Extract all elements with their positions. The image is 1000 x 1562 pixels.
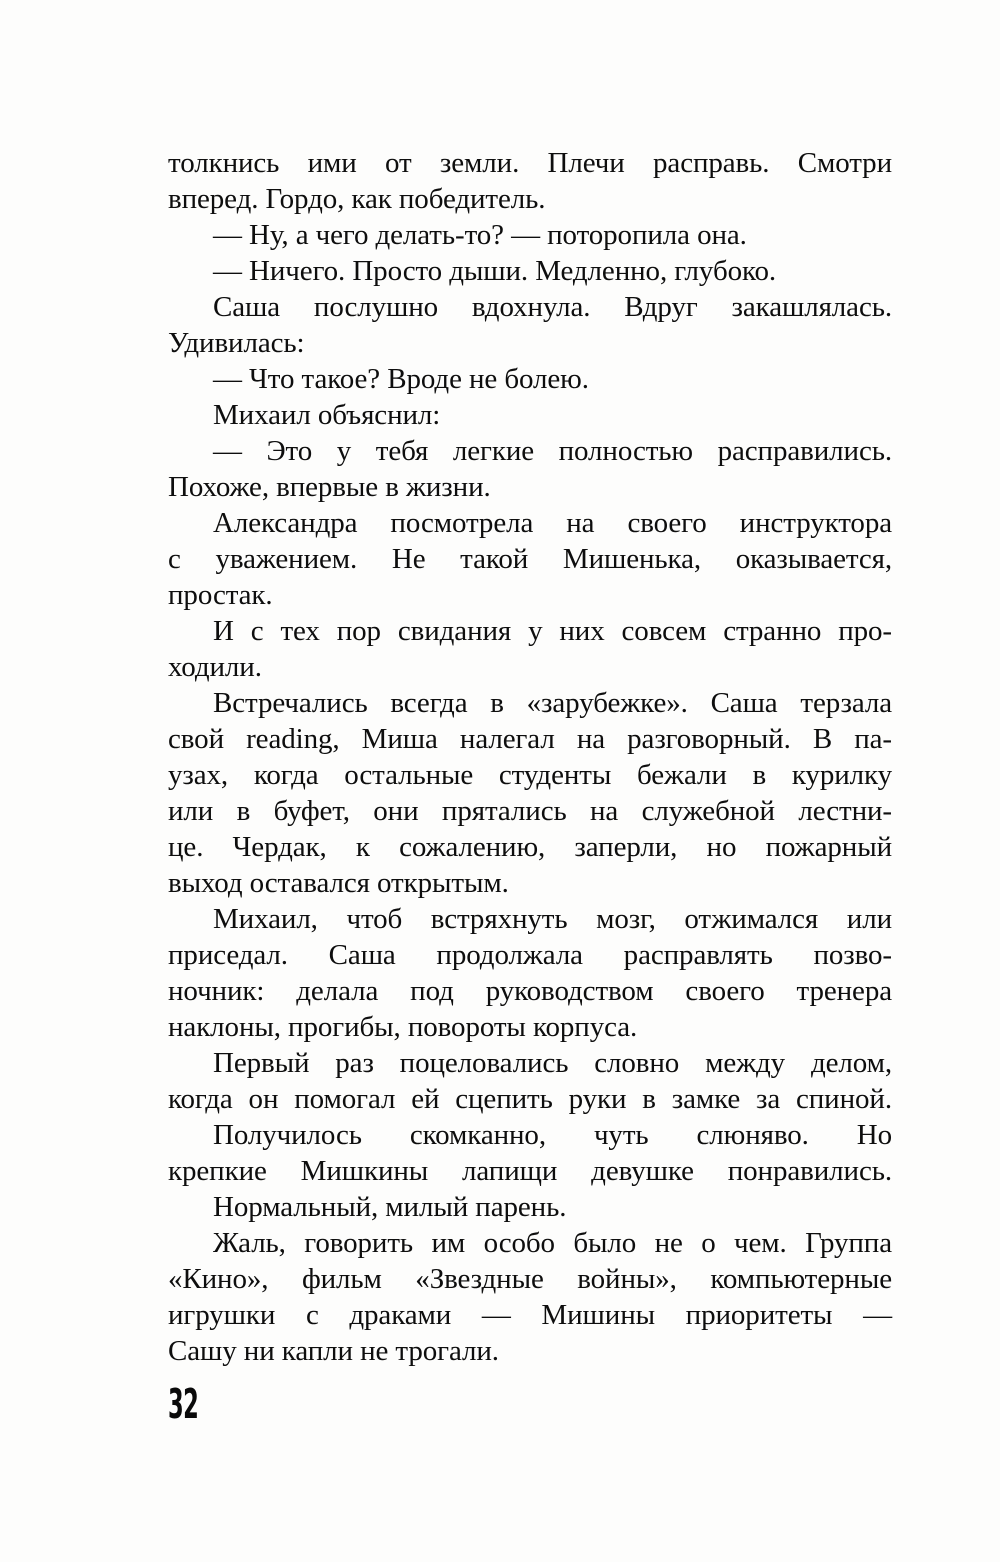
text-line: когда он помогал ей сцепить руки в замке за спиной. bbox=[168, 1083, 892, 1115]
body-text bbox=[168, 145, 892, 1369]
text-line: или в буфет, они прятались на служебной лестни- bbox=[168, 795, 892, 827]
text-line: Нормальный, милый парень. bbox=[213, 1191, 567, 1223]
text-line: И с тех пор свидания у них совсем странно про- bbox=[213, 615, 892, 647]
page-number: 32 bbox=[168, 1380, 199, 1428]
text-line: Получилось скомканно, чуть слюняво. Но bbox=[213, 1119, 892, 1151]
text-line: — Что такое? Вроде не болею. bbox=[213, 363, 589, 395]
text-line: игрушки с драками — Мишины приоритеты — bbox=[168, 1299, 892, 1331]
text-line: ночник: делала под руководством своего тренера bbox=[168, 975, 892, 1007]
text-line: Александра посмотрела на своего инструктора bbox=[213, 507, 892, 539]
text-line: свой reading, Миша налегал на разговорный. В па- bbox=[168, 723, 892, 755]
text-line: с уважением. Не такой Мишенька, оказывается, bbox=[168, 543, 892, 575]
text-line: Сашу ни капли не трогали. bbox=[168, 1335, 499, 1367]
text-line: Похоже, впервые в жизни. bbox=[168, 471, 491, 503]
text-line: простак. bbox=[168, 579, 273, 611]
text-line: Первый раз поцеловались словно между делом, bbox=[213, 1047, 892, 1079]
text-line: — Это у тебя легкие полностью расправились. bbox=[213, 435, 892, 467]
text-line: це. Чердак, к сожалению, заперли, но пожарный bbox=[168, 831, 892, 863]
text-line: Встречались всегда в «зарубежке». Саша терзала bbox=[213, 687, 892, 719]
text-line: «Кино», фильм «Звездные войны», компьютерные bbox=[168, 1263, 892, 1295]
text-line: вперед. Гордо, как победитель. bbox=[168, 183, 546, 215]
text-line: — Ну, а чего делать-то? — поторопила она. bbox=[213, 219, 747, 251]
text-line: узах, когда остальные студенты бежали в курилку bbox=[168, 759, 892, 791]
text-line: Жаль, говорить им особо было не о чем. Группа bbox=[213, 1227, 892, 1259]
text-line: крепкие Мишкины лапищи девушке понравились. bbox=[168, 1155, 892, 1187]
text-line: Саша послушно вдохнула. Вдруг закашлялась. bbox=[213, 291, 892, 323]
text-line: ходили. bbox=[168, 651, 262, 683]
text-line: наклоны, прогибы, повороты корпуса. bbox=[168, 1011, 638, 1043]
text-line: толкнись ими от земли. Плечи расправь. Смотри bbox=[168, 147, 892, 179]
text-line: Удивилась: bbox=[168, 327, 305, 359]
text-line: Михаил, чтоб встряхнуть мозг, отжимался или bbox=[213, 903, 892, 935]
text-line: — Ничего. Просто дыши. Медленно, глубоко. bbox=[213, 255, 777, 287]
text-line: Михаил объяснил: bbox=[213, 399, 441, 431]
text-line: выход оставался открытым. bbox=[168, 867, 509, 899]
text-line: приседал. Саша продолжала расправлять позво- bbox=[168, 939, 892, 971]
